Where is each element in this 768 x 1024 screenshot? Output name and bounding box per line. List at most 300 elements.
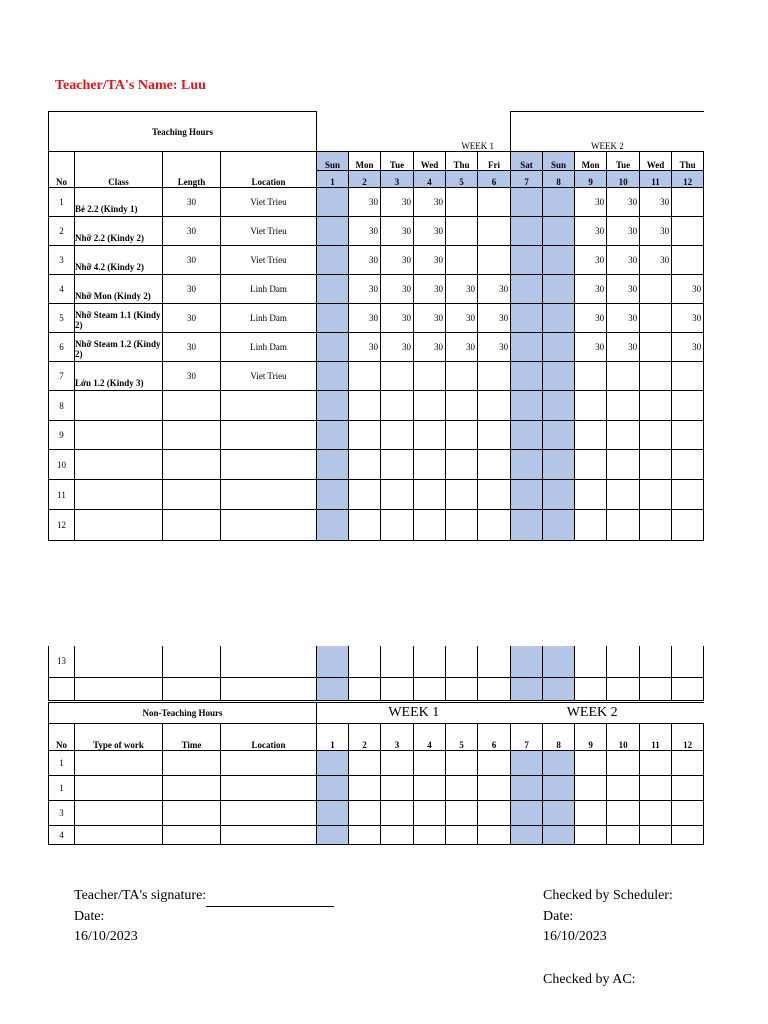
table-row — [49, 217, 704, 246]
class-name — [75, 480, 163, 510]
hours-cell — [317, 275, 349, 304]
nt-date-header-8: 8 — [543, 724, 575, 751]
hours-cell — [575, 421, 607, 450]
hours-cell: 30 — [381, 304, 414, 333]
day-header-8: Sun — [543, 152, 575, 171]
teaching-hours-table-continued — [48, 646, 704, 701]
hours-cell — [575, 391, 607, 421]
date-header-6: 6 — [478, 171, 511, 188]
hours-cell — [478, 801, 511, 826]
hours-cell — [317, 646, 349, 677]
hours-cell — [349, 450, 381, 480]
row-number: 4 — [49, 275, 75, 304]
hours-cell — [317, 421, 349, 450]
date-value-right: 16/10/2023 — [543, 929, 607, 944]
hours-cell — [543, 275, 575, 304]
hours-cell — [317, 776, 349, 801]
hours-cell — [640, 751, 672, 776]
hours-cell — [575, 646, 607, 677]
day-header-10: Tue — [607, 152, 640, 171]
table-row — [49, 188, 704, 217]
hours-cell: 30 — [414, 333, 446, 362]
row-number: 6 — [49, 333, 75, 362]
hours-cell — [640, 421, 672, 450]
hours-cell — [607, 801, 640, 826]
empty-cell — [163, 677, 221, 700]
day-header-1: Sun — [317, 152, 349, 171]
hours-cell — [446, 677, 478, 700]
table-row — [49, 246, 704, 275]
hours-cell — [511, 333, 543, 362]
hours-cell — [543, 246, 575, 275]
hours-cell: 30 — [607, 333, 640, 362]
location-cell: Linh Dam — [221, 275, 317, 304]
hours-cell — [511, 776, 543, 801]
empty-cell — [163, 751, 221, 776]
hours-cell: 30 — [478, 275, 511, 304]
hours-cell — [478, 776, 511, 801]
hours-cell — [607, 751, 640, 776]
empty-cell — [221, 826, 317, 845]
row-number: 13 — [49, 646, 75, 677]
hours-cell: 30 — [349, 333, 381, 362]
signature-line[interactable] — [206, 892, 334, 907]
nt-date-header-1: 1 — [317, 724, 349, 751]
day-header-12: Thu — [672, 152, 704, 171]
hours-cell — [575, 362, 607, 391]
hours-cell: 30 — [575, 217, 607, 246]
class-name — [75, 510, 163, 541]
hours-cell — [349, 510, 381, 541]
hours-cell — [511, 188, 543, 217]
date-header-10: 10 — [607, 171, 640, 188]
hours-cell — [478, 826, 511, 845]
hours-cell — [543, 217, 575, 246]
hours-cell — [349, 480, 381, 510]
hours-cell — [381, 450, 414, 480]
hours-cell — [672, 188, 704, 217]
teacher-name-label: Teacher/TA's Name: Luu — [55, 78, 206, 93]
hours-cell: 30 — [607, 246, 640, 275]
location-cell — [221, 391, 317, 421]
row-number: 8 — [49, 391, 75, 421]
table-row — [49, 391, 704, 421]
hours-cell: 30 — [478, 304, 511, 333]
day-header-4: Wed — [414, 152, 446, 171]
hours-cell — [511, 275, 543, 304]
day-header-11: Wed — [640, 152, 672, 171]
hours-cell — [478, 480, 511, 510]
hours-cell — [317, 362, 349, 391]
nt-date-header-12: 12 — [672, 724, 704, 751]
hours-cell — [575, 751, 607, 776]
hours-cell — [414, 421, 446, 450]
empty-cell — [221, 646, 317, 677]
hours-cell: 30 — [349, 246, 381, 275]
hours-cell — [607, 421, 640, 450]
nt-col-time-header: Time — [163, 724, 221, 751]
hours-cell — [575, 826, 607, 845]
hours-cell — [414, 751, 446, 776]
hours-cell — [607, 480, 640, 510]
date-header-7: 7 — [511, 171, 543, 188]
hours-cell — [446, 188, 478, 217]
hours-cell — [414, 510, 446, 541]
length-cell: 30 — [163, 188, 221, 217]
hours-cell: 30 — [414, 188, 446, 217]
hours-cell: 30 — [478, 333, 511, 362]
hours-cell — [607, 646, 640, 677]
hours-cell — [317, 217, 349, 246]
hours-cell — [575, 776, 607, 801]
hours-cell: 30 — [381, 217, 414, 246]
date-header-3: 3 — [381, 171, 414, 188]
hours-cell — [640, 776, 672, 801]
length-cell — [163, 391, 221, 421]
hours-cell — [607, 677, 640, 700]
hours-cell — [543, 421, 575, 450]
empty-cell — [75, 677, 163, 700]
nt-date-header-9: 9 — [575, 724, 607, 751]
date-header-12: 12 — [672, 171, 704, 188]
hours-cell — [414, 677, 446, 700]
hours-cell — [349, 362, 381, 391]
col-class-header: Class — [75, 152, 163, 188]
hours-cell: 30 — [446, 275, 478, 304]
hours-cell — [317, 677, 349, 700]
hours-cell: 30 — [640, 188, 672, 217]
hours-cell — [511, 677, 543, 700]
table-row — [49, 776, 704, 801]
row-number: 3 — [49, 801, 75, 826]
hours-cell — [381, 801, 414, 826]
hours-cell — [672, 421, 704, 450]
col-location-header: Location — [221, 152, 317, 188]
table-row — [49, 646, 704, 677]
class-name: Nhỡ Steam 1.2 (Kindy 2) — [75, 333, 163, 362]
hours-cell — [640, 646, 672, 677]
location-cell — [221, 510, 317, 541]
table-row — [49, 826, 704, 845]
row-number: 5 — [49, 304, 75, 333]
hours-cell — [317, 826, 349, 845]
hours-cell — [511, 421, 543, 450]
hours-cell — [640, 450, 672, 480]
hours-cell — [640, 677, 672, 700]
hours-cell: 30 — [381, 188, 414, 217]
hours-cell: 30 — [414, 246, 446, 275]
teaching-hours-title: Teaching Hours — [49, 112, 317, 152]
hours-cell — [511, 646, 543, 677]
hours-cell — [640, 391, 672, 421]
table-row — [49, 450, 704, 480]
location-cell: Viet Trieu — [221, 188, 317, 217]
hours-cell — [672, 510, 704, 541]
date-header-1: 1 — [317, 171, 349, 188]
hours-cell: 30 — [607, 217, 640, 246]
hours-cell — [381, 751, 414, 776]
hours-cell — [317, 188, 349, 217]
hours-cell — [446, 217, 478, 246]
hours-cell — [672, 362, 704, 391]
hours-cell — [672, 246, 704, 275]
hours-cell — [414, 362, 446, 391]
hours-cell — [381, 421, 414, 450]
row-number: 1 — [49, 776, 75, 801]
footer-left — [74, 886, 334, 948]
class-name — [75, 450, 163, 480]
hours-cell — [511, 480, 543, 510]
empty-cell — [75, 826, 163, 845]
hours-cell: 30 — [575, 246, 607, 275]
length-cell: 30 — [163, 333, 221, 362]
hours-cell — [446, 801, 478, 826]
hours-cell — [672, 751, 704, 776]
hours-cell: 30 — [575, 275, 607, 304]
location-cell — [221, 480, 317, 510]
day-header-6: Fri — [478, 152, 511, 171]
hours-cell: 30 — [575, 333, 607, 362]
row-number: 3 — [49, 246, 75, 275]
location-cell: Linh Dam — [221, 304, 317, 333]
hours-cell — [543, 510, 575, 541]
hours-cell — [414, 801, 446, 826]
hours-cell — [478, 450, 511, 480]
hours-cell — [349, 826, 381, 845]
date-value-left: 16/10/2023 — [74, 929, 138, 944]
date-header-4: 4 — [414, 171, 446, 188]
hours-cell — [672, 776, 704, 801]
hours-cell — [543, 801, 575, 826]
length-cell: 30 — [163, 217, 221, 246]
hours-cell — [672, 801, 704, 826]
day-header-9: Mon — [575, 152, 607, 171]
hours-cell — [349, 677, 381, 700]
hours-cell — [543, 646, 575, 677]
hours-cell — [446, 646, 478, 677]
hours-cell — [575, 801, 607, 826]
empty-cell — [75, 801, 163, 826]
hours-cell — [640, 801, 672, 826]
row-number: 12 — [49, 510, 75, 541]
class-name: Bé 2.2 (Kindy 1) — [75, 188, 163, 217]
hours-cell — [381, 362, 414, 391]
empty-cell — [75, 646, 163, 677]
empty-cell — [221, 751, 317, 776]
hours-cell: 30 — [607, 188, 640, 217]
hours-cell — [478, 188, 511, 217]
hours-cell: 30 — [446, 333, 478, 362]
row-number: 11 — [49, 480, 75, 510]
empty-cell — [221, 801, 317, 826]
hours-cell — [575, 450, 607, 480]
length-cell: 30 — [163, 304, 221, 333]
hours-cell: 30 — [640, 246, 672, 275]
class-name: Nhỡ Steam 1.1 (Kindy 2) — [75, 304, 163, 333]
hours-cell: 30 — [672, 275, 704, 304]
table-row — [49, 421, 704, 450]
hours-cell: 30 — [349, 275, 381, 304]
length-cell: 30 — [163, 275, 221, 304]
date-label-left: Date: — [74, 908, 105, 924]
row-number: 4 — [49, 826, 75, 845]
nt-col-location-header: Location — [221, 724, 317, 751]
hours-cell — [478, 751, 511, 776]
hours-cell — [414, 391, 446, 421]
nt-date-header-7: 7 — [511, 724, 543, 751]
hours-cell: 30 — [607, 304, 640, 333]
hours-cell — [575, 510, 607, 541]
hours-cell: 30 — [446, 304, 478, 333]
hours-cell — [381, 480, 414, 510]
hours-cell — [317, 246, 349, 275]
hours-cell — [575, 480, 607, 510]
hours-cell: 30 — [672, 333, 704, 362]
hours-cell — [543, 304, 575, 333]
class-name: Nhỡ 2.2 (Kindy 2) — [75, 217, 163, 246]
hours-cell — [317, 480, 349, 510]
nt-date-header-3: 3 — [381, 724, 414, 751]
hours-cell — [607, 362, 640, 391]
hours-cell — [511, 304, 543, 333]
hours-cell — [511, 751, 543, 776]
non-teaching-hours-title: Non-Teaching Hours — [49, 703, 317, 724]
hours-cell — [607, 826, 640, 845]
hours-cell — [414, 826, 446, 845]
hours-cell — [446, 450, 478, 480]
hours-cell — [607, 450, 640, 480]
class-name — [75, 421, 163, 450]
location-cell — [221, 450, 317, 480]
row-number — [49, 677, 75, 700]
table-row — [49, 801, 704, 826]
hours-cell — [446, 391, 478, 421]
hours-cell — [640, 362, 672, 391]
table-row — [49, 333, 704, 362]
hours-cell: 30 — [414, 275, 446, 304]
hours-cell — [672, 391, 704, 421]
hours-cell — [511, 450, 543, 480]
hours-cell — [446, 776, 478, 801]
hours-cell — [446, 480, 478, 510]
nt-date-header-5: 5 — [446, 724, 478, 751]
length-cell — [163, 510, 221, 541]
length-cell — [163, 450, 221, 480]
nt-week1-label: WEEK 1 — [317, 703, 511, 724]
hours-cell — [478, 362, 511, 391]
hours-cell — [640, 826, 672, 845]
nt-col-no-header: No — [49, 724, 75, 751]
hours-cell — [672, 646, 704, 677]
week1-label: WEEK 1 — [317, 112, 511, 152]
day-header-3: Tue — [381, 152, 414, 171]
hours-cell — [446, 421, 478, 450]
hours-cell: 30 — [607, 275, 640, 304]
hours-cell — [511, 391, 543, 421]
hours-cell — [381, 391, 414, 421]
hours-cell — [511, 801, 543, 826]
hours-cell — [349, 776, 381, 801]
hours-cell — [317, 450, 349, 480]
length-cell — [163, 480, 221, 510]
length-cell: 30 — [163, 246, 221, 275]
empty-cell — [75, 776, 163, 801]
hours-cell — [414, 646, 446, 677]
hours-cell — [349, 391, 381, 421]
hours-cell: 30 — [575, 304, 607, 333]
hours-cell — [543, 391, 575, 421]
hours-cell — [543, 751, 575, 776]
hours-cell: 30 — [349, 188, 381, 217]
hours-cell — [381, 646, 414, 677]
hours-cell — [511, 826, 543, 845]
empty-cell — [221, 776, 317, 801]
hours-cell — [607, 391, 640, 421]
hours-cell — [543, 480, 575, 510]
table-row — [49, 304, 704, 333]
hours-cell — [672, 480, 704, 510]
hours-cell — [543, 188, 575, 217]
nt-date-header-4: 4 — [414, 724, 446, 751]
row-number: 9 — [49, 421, 75, 450]
hours-cell: 30 — [575, 188, 607, 217]
hours-cell — [414, 450, 446, 480]
date-header-11: 11 — [640, 171, 672, 188]
week2-label: WEEK 2 — [511, 112, 704, 152]
location-cell: Viet Trieu — [221, 246, 317, 275]
nt-date-header-10: 10 — [607, 724, 640, 751]
class-name: Lớn 1.2 (Kindy 3) — [75, 362, 163, 391]
hours-cell — [317, 751, 349, 776]
row-number: 1 — [49, 188, 75, 217]
day-header-7: Sat — [511, 152, 543, 171]
location-cell — [221, 421, 317, 450]
hours-cell — [575, 677, 607, 700]
hours-cell — [478, 217, 511, 246]
hours-cell — [543, 333, 575, 362]
class-name: Nhỡ 4.2 (Kindy 2) — [75, 246, 163, 275]
hours-cell — [640, 275, 672, 304]
hours-cell: 30 — [349, 217, 381, 246]
nt-col-type-header: Type of work — [75, 724, 163, 751]
hours-cell — [640, 304, 672, 333]
hours-cell — [414, 776, 446, 801]
location-cell: Viet Trieu — [221, 217, 317, 246]
row-number: 7 — [49, 362, 75, 391]
hours-cell — [317, 333, 349, 362]
empty-cell — [163, 801, 221, 826]
location-cell: Linh Dam — [221, 333, 317, 362]
checked-by-scheduler-label: Checked by Scheduler: — [543, 888, 673, 903]
day-header-5: Thu — [446, 152, 478, 171]
signature-label: Teacher/TA's signature: — [74, 888, 207, 903]
hours-cell — [446, 246, 478, 275]
hours-cell — [381, 510, 414, 541]
hours-cell: 30 — [672, 304, 704, 333]
hours-cell — [317, 391, 349, 421]
hours-cell — [478, 246, 511, 275]
table-row — [49, 275, 704, 304]
empty-cell — [163, 826, 221, 845]
hours-cell — [478, 510, 511, 541]
hours-cell — [640, 480, 672, 510]
hours-cell — [543, 362, 575, 391]
date-header-2: 2 — [349, 171, 381, 188]
hours-cell — [511, 246, 543, 275]
hours-cell — [414, 480, 446, 510]
hours-cell — [446, 751, 478, 776]
row-number: 2 — [49, 217, 75, 246]
